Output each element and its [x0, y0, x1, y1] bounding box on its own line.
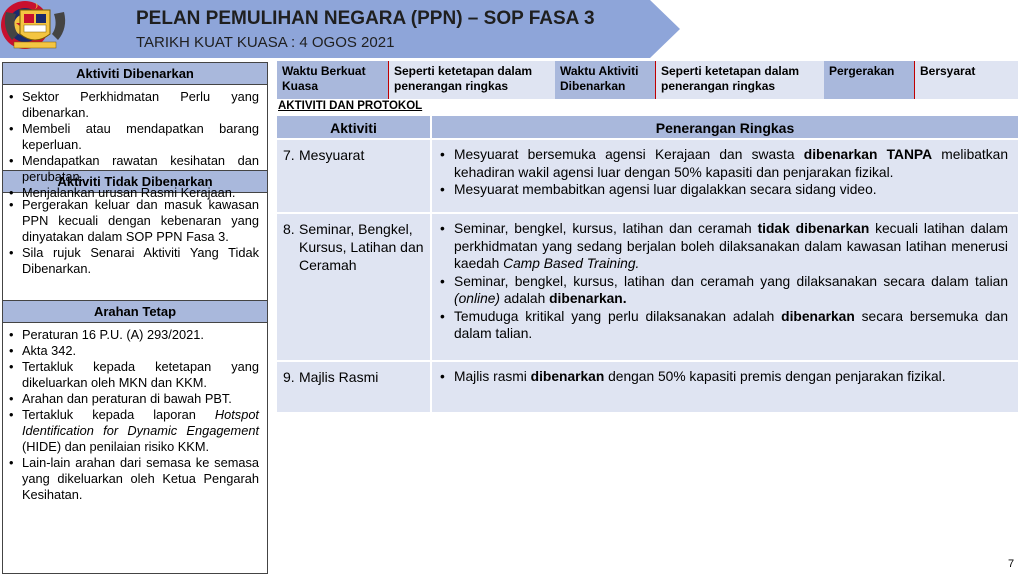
column-header: Penerangan Ringkas [655, 120, 795, 136]
list-item: • Peraturan 16 P.U. (A) 293/2021. [9, 327, 259, 343]
activity-name: Majlis Rasmi [299, 369, 379, 385]
list-item: • Menjalankan urusan Rasmi Kerajaan. [9, 185, 259, 201]
bold-text: dibenarkan [530, 369, 605, 384]
list-item: • Pergerakan keluar dan masuk kawasan PPN kecuali dengan kebenaran yang dinyatakan dalam SOP PPN Fasa 3. [9, 197, 259, 245]
list-item: • Membeli atau mendapatkan barang keperluan. [9, 121, 259, 153]
bold-text: tidak dibenarkan [757, 221, 870, 236]
info-value: Seperti ketetapan dalam penerangan ringkas [656, 61, 824, 99]
list-item [440, 220, 1008, 273]
text: dengan 50% kapasiti premis dengan penjarakan fizikal. [604, 369, 946, 384]
list-item: • Lain-lain arahan dari semasa ke semasa yang dikeluarkan oleh Ketua Pengarah Kesihatan. [9, 455, 259, 503]
bold-text: dibenarkan [781, 308, 855, 324]
list-item: • Arahan dan peraturan di bawah PBT. [9, 391, 259, 407]
row-number: 7. [283, 147, 295, 163]
column-header: Aktiviti [277, 116, 432, 138]
table-header [277, 116, 1018, 140]
directives-heading: Arahan Tetap [3, 301, 267, 323]
list-item: • Mendapatkan rawatan kesihatan dan perubatan. [9, 153, 259, 185]
row-number: 9. [283, 369, 295, 385]
text: kecuali latihan dalam perkhidmatan yang sedang berjalan boleh dilaksanakan dalam kawasan latihan menerusi kaedah [454, 221, 1008, 271]
text: melibatkan kehadiran wakil agensi luar dengan 50% kapasiti dan penjarakan fizikal. [454, 147, 1008, 180]
bold-text: dibenarkan. [549, 291, 627, 306]
bold-text: dibenarkan TANPA [803, 147, 933, 162]
text: Mesyuarat bersemuka agensi Kerajaan dan swasta [454, 147, 804, 162]
activities-table [277, 116, 1018, 414]
list-item [440, 273, 1008, 308]
table-row [277, 140, 1018, 214]
page-number: 7 [1008, 558, 1015, 570]
info-bar [277, 61, 1018, 99]
info-label: Waktu Aktiviti Dibenarkan [555, 61, 656, 99]
list-item: • Sila rujuk Senarai Aktiviti Yang Tidak Dibenarkan. [9, 245, 259, 277]
list-item: • Akta 342. [9, 343, 259, 359]
table-row [277, 214, 1018, 362]
text: Temuduga kritikal yang perlu dilaksanakan adalah [454, 308, 782, 324]
text: Seminar, bengkel, kursus, latihan dan ceramah [454, 221, 758, 236]
item-italic: Hotspot Identification for Dynamic Engagement [22, 407, 259, 438]
left-panel [2, 62, 268, 574]
malaysia-coat-of-arms-icon [0, 0, 70, 50]
activity-cell [277, 140, 432, 212]
list-item: • Sektor Perkhidmatan Perlu yang dibenarkan. [9, 89, 259, 121]
text: Majlis rasmi [454, 369, 531, 384]
section-tag: AKTIVITI DAN PROTOKOL [278, 100, 423, 112]
item-text: (HIDE) dan penilaian risiko KKM. [22, 439, 210, 454]
text: secara bersemuka dan dalam talian. [454, 308, 1008, 341]
activity-name: Mesyuarat [299, 147, 365, 163]
allowed-heading: Aktiviti Dibenarkan [3, 63, 267, 85]
header-banner [0, 0, 680, 58]
description-cell [432, 362, 1018, 412]
description-cell [432, 214, 1018, 360]
item-text: Tertakluk kepada laporan [22, 407, 215, 422]
not-allowed-section [3, 193, 267, 301]
italic-text: Camp Based Training. [503, 256, 640, 271]
activity-cell [277, 214, 432, 360]
info-value: Seperti ketetapan dalam penerangan ringkas [389, 61, 555, 99]
text: adalah [500, 291, 550, 306]
list-item [440, 368, 1008, 386]
description-cell [432, 140, 1018, 212]
info-value: Bersyarat [915, 61, 1018, 99]
row-number: 8. [283, 221, 295, 237]
list-item: • Mesyuarat membabitkan agensi luar digalakkan secara sidang video. [440, 181, 1008, 199]
list-item [440, 146, 1008, 181]
page-title: PELAN PEMULIHAN NEGARA (PPN) – SOP FASA 3 [136, 8, 595, 29]
not-allowed-heading: Aktiviti Tidak Dibenarkan [3, 171, 267, 193]
effective-date: TARIKH KUAT KUASA : 4 OGOS 2021 [136, 34, 395, 51]
activity-name: Seminar, Bengkel, Kursus, Latihan dan Ceramah [299, 221, 424, 273]
text: Seminar, bengkel, kursus, latihan dan ceramah yang dilaksanakan secara dalam talian [454, 273, 1008, 289]
list-item [9, 407, 259, 455]
italic-text: (online) [454, 291, 501, 306]
list-item [440, 308, 1008, 343]
info-label: Pergerakan [824, 61, 915, 99]
table-row [277, 362, 1018, 414]
activity-cell [277, 362, 432, 412]
list-item: • Tertakluk kepada ketetapan yang dikeluarkan oleh MKN dan KKM. [9, 359, 259, 391]
directives-section [3, 323, 267, 528]
info-label: Waktu Berkuat Kuasa [277, 61, 389, 99]
